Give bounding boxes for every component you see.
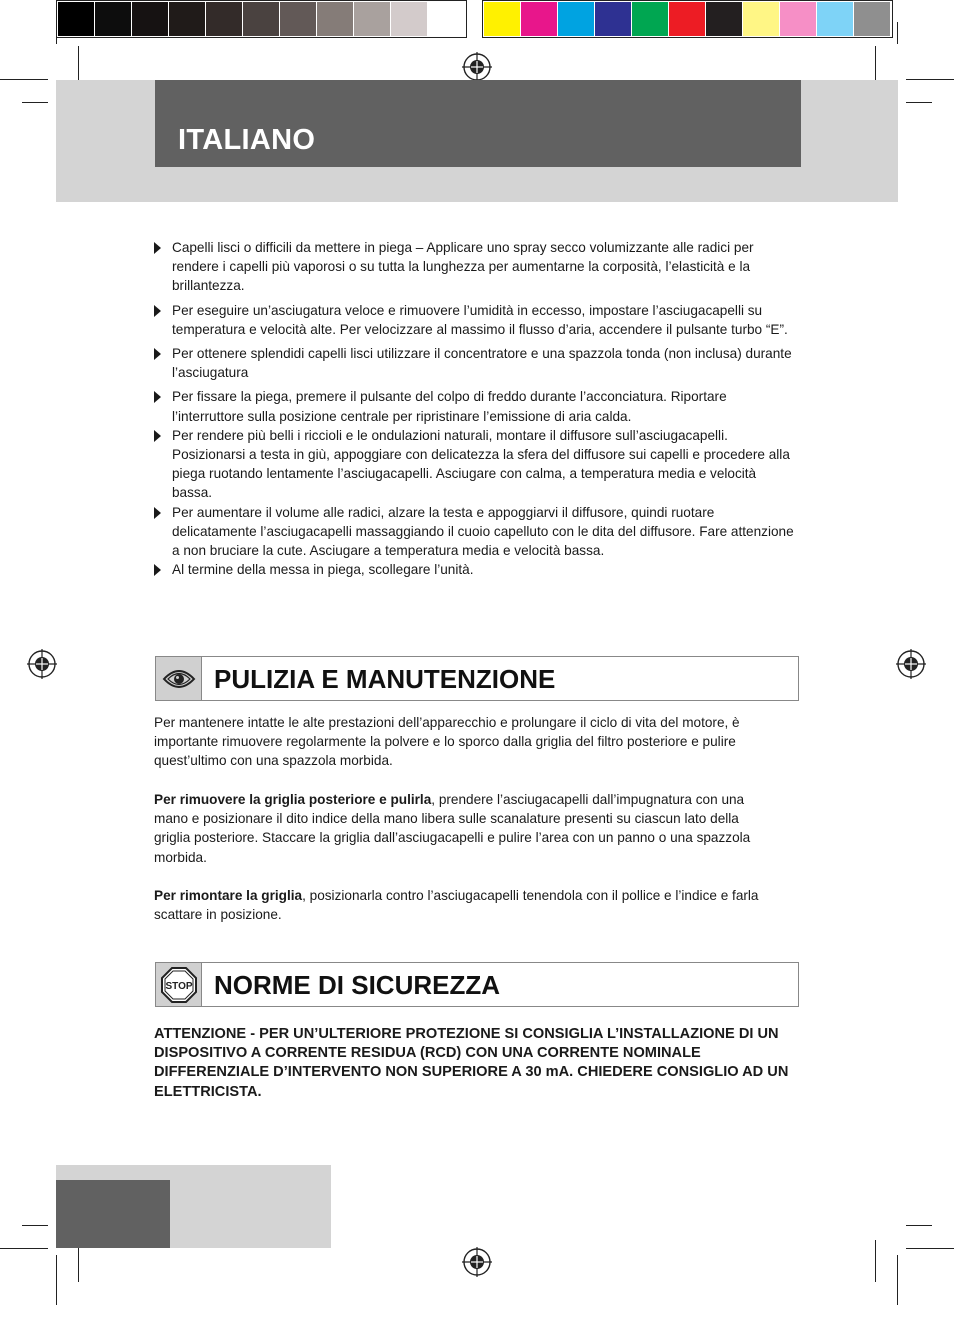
grey-swatch [391, 2, 427, 36]
refit-grille-bold: Per rimontare la griglia [154, 888, 303, 903]
bullet-text: Per aumentare il volume alle radici, alzare la testa e appoggiarvi il diffusore, quindi ruotare delicatamente l’asciugacapelli massaggiando il cuoio capelluto con le dita del diffusore. Fare attenzione a non bruciare la cute. Asciugare a temperatura media e velocità bassa. [172, 504, 794, 559]
registration-mark-icon [896, 649, 926, 679]
color-swatch [706, 2, 742, 36]
color-swatch [780, 2, 816, 36]
grey-swatch [243, 2, 279, 36]
bullet-text: Al termine della messa in piega, scollegare l’unità. [172, 562, 474, 578]
bullet-item [154, 387, 794, 425]
grey-swatch [280, 2, 316, 36]
bullet-triangle-icon [154, 305, 161, 317]
remove-grille-paragraph [154, 790, 774, 867]
bullet-triangle-icon [154, 391, 161, 403]
bullet-text: Per fissare la piega, premere il pulsante del colpo di freddo durante l’acconciatura. Riportare l’interruttore sulla posizione centrale per ripristinare l’emissione di aria calda. [172, 389, 727, 424]
stop-sign-icon [156, 963, 202, 1006]
bullet-triangle-icon [154, 564, 161, 576]
remove-grille-bold: Per rimuovere la griglia posteriore e pulirla [154, 792, 432, 807]
bullet-text: Capelli lisci o difficili da mettere in piega – Applicare uno spray secco volumizzante alle radici per rendere i capelli più vaporosi o su tutta la lunghezza per aumentarne la corposità, l’elasticità e la brillantezza. [172, 240, 754, 294]
footer-page-box [56, 1180, 170, 1248]
bullet-triangle-icon [154, 348, 161, 360]
bullet-text: Per ottenere splendidi capelli lisci utilizzare il concentratore e una spazzola tonda (non inclusa) durante l’asciugatura [172, 346, 792, 381]
color-swatch [595, 2, 631, 36]
color-swatch [558, 2, 594, 36]
grey-swatch [206, 2, 242, 36]
grey-swatch [58, 2, 94, 36]
color-swatch [521, 2, 557, 36]
refit-grille-paragraph [154, 886, 774, 924]
cleaning-intro: Per mantenere intatte le alte prestazioni dell’apparecchio e prolungare il ciclo di vita del motore, è importante rimuovere regolarmente la polvere e lo sporco dalla griglia del filtro posteriore e pulire quest’ultimo con una spazzola morbida. [154, 715, 740, 769]
color-swatch [484, 2, 520, 36]
bullet-triangle-icon [154, 430, 161, 442]
bullet-triangle-icon [154, 507, 161, 519]
color-swatch [669, 2, 705, 36]
registration-mark-icon [462, 52, 492, 82]
registration-mark-icon [462, 1247, 492, 1277]
color-swatch [743, 2, 779, 36]
cleaning-title: PULIZIA E MANUTENZIONE [214, 664, 556, 694]
grey-swatch [354, 2, 390, 36]
bullet-item [154, 344, 794, 382]
cleaning-section-header [155, 656, 799, 701]
grey-swatch [317, 2, 353, 36]
bullet-triangle-icon [154, 242, 161, 254]
bullet-item [154, 426, 794, 503]
color-swatch [632, 2, 668, 36]
grey-swatch [169, 2, 205, 36]
page-title: ITALIANO [178, 124, 316, 156]
bullet-text: Per eseguire un’asciugatura veloce e rimuovere l’umidità in eccesso, impostare l’asciugacapelli su temperatura e velocità alte. Per velocizzare al massimo il flusso d’aria, accendere il pulsante turbo “E”. [172, 302, 788, 337]
svg-text:STOP: STOP [164, 980, 193, 992]
bullet-item [154, 301, 794, 339]
grey-swatch [95, 2, 131, 36]
remove-grille-text: , prendere l’asciugacapelli dall’impugnatura con una mano e posizionare il dito indice della mano libera sulle scanalature presenti su ciascun lato della griglia posteriore. Staccare la griglia dall’asciugacapelli e pulire l’area con un panno o una spazzola morbida. [154, 792, 751, 865]
tips-bullet-list [154, 238, 794, 579]
rcd-warning: ATTENZIONE - PER UN’ULTERIORE PROTEZIONE SI CONSIGLIA L’INSTALLAZIONE DI UN DISPOSITIVO A CORRENTE RESIDUA (RCD) CON UNA CORRENTE NOMINALE DIFFERENZIALE D’INTERVENTO NON SUPERIORE A 30 mA. CHIEDERE CONSIGLIO AD UN ELETTRICISTA. [154, 1026, 789, 1100]
safety-section-header [155, 962, 799, 1007]
bullet-item [154, 503, 794, 561]
bullet-text: Per rendere più belli i riccioli e le ondulazioni naturali, montare il diffusore sull’asciugacapelli. Posizionarsi a testa in giù, appoggiare con delicatezza la sfera del diffusore sui capelli e procedere alla piega ruotando lentamente l’asciugacapelli. Asciugare con calma, a temperatura media e velocità bassa. [172, 427, 790, 501]
color-swatch [817, 2, 853, 36]
bullet-item [154, 238, 794, 296]
bullet-item [154, 560, 794, 579]
safety-title: NORME DI SICUREZZA [214, 970, 500, 1000]
eye-icon [156, 657, 202, 700]
registration-mark-icon [27, 649, 57, 679]
color-swatch [854, 2, 890, 36]
grey-swatch [428, 2, 464, 36]
grey-swatch [132, 2, 168, 36]
refit-grille-text: , posizionarla contro l’asciugacapelli tenendola con il pollice e l’indice e farla scattare in posizione. [154, 888, 759, 923]
